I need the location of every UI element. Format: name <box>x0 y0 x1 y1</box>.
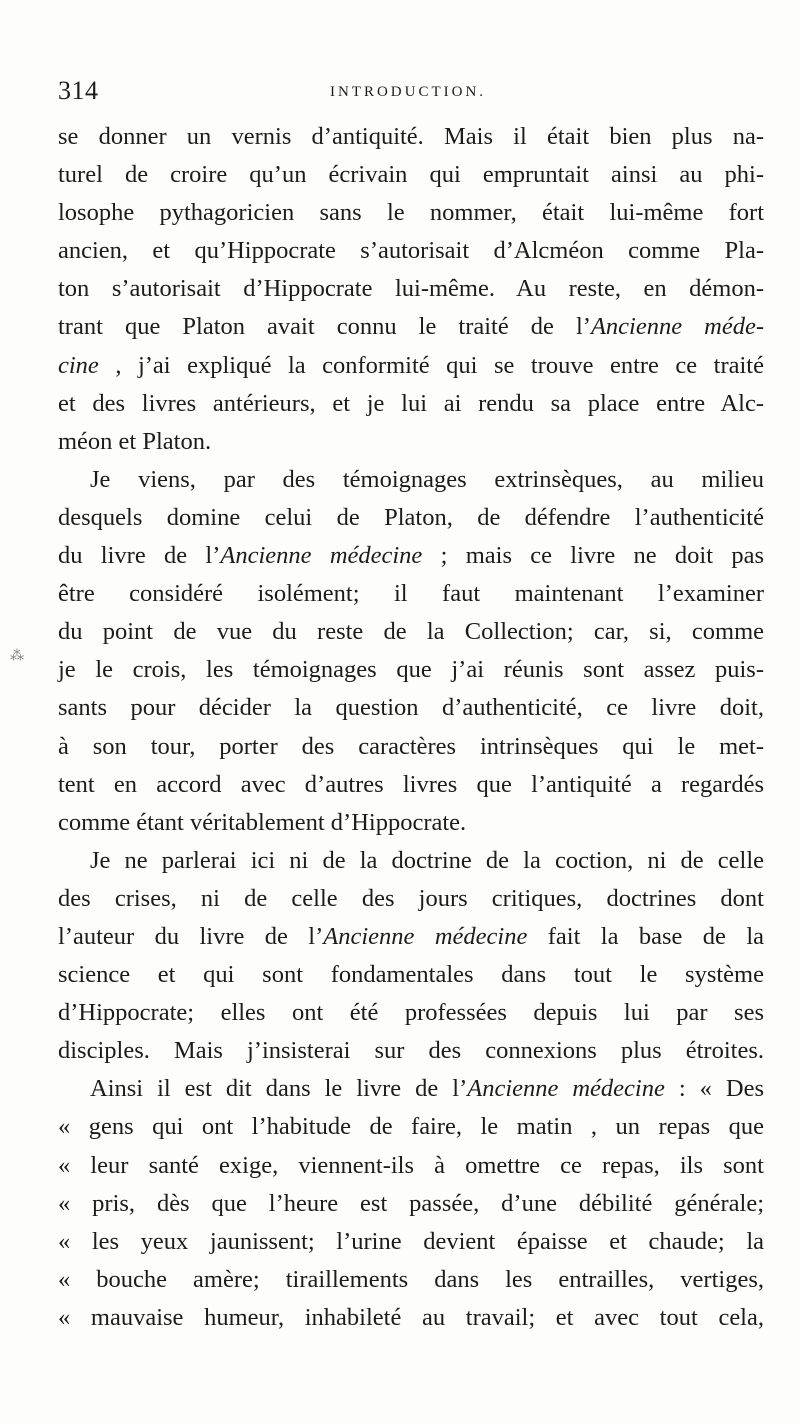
text-line <box>58 537 764 575</box>
text-line: losophe pythagoricien sans le nommer, était lui-même fort <box>58 199 764 227</box>
text-segment: l’auteur du livre de l’ <box>58 922 324 950</box>
text-line <box>58 308 764 346</box>
text-segment: : « Des <box>664 1075 764 1103</box>
text-line: ancien, et qu’Hippocrate s’autorisait d’Alcméon comme Pla- <box>58 237 764 265</box>
text-line: tent en accord avec d’autres livres que l’antiquité a regardés <box>58 770 764 798</box>
page-number: 314 <box>58 76 99 105</box>
text-line: d’Hippocrate; elles ont été professées depuis lui par ses <box>58 999 764 1027</box>
body-text <box>58 118 764 1337</box>
text-segment: trant que Platon avait connu le traité de l’ <box>58 313 591 341</box>
text-segment: du livre de l’ <box>58 542 221 570</box>
italic-title: Ancienne médecine <box>467 1075 665 1103</box>
text-segment: fait la base de la <box>527 922 764 950</box>
text-line <box>58 1070 764 1108</box>
page-header <box>58 76 758 116</box>
text-line: se donner un vernis d’antiquité. Mais il était bien plus na- <box>58 123 764 150</box>
text-line: à son tour, porter des caractères intrinsèques qui le met- <box>58 732 764 760</box>
text-line: Je ne parlerai ici ni de la doctrine de la coction, ni de celle <box>90 846 764 874</box>
text-segment: , j’ai expliqué la conformité qui se trouve entre ce traité <box>98 351 764 379</box>
italic-title: cine <box>58 351 99 379</box>
text-line: je le crois, les témoignages que j’ai réunis sont assez puis- <box>58 656 764 684</box>
text-line <box>58 347 764 385</box>
text-line: desquels domine celui de Platon, de défendre l’authenticité <box>58 503 764 531</box>
text-line: du point de vue du reste de la Collection; car, si, comme <box>58 618 764 646</box>
text-line: « les yeux jaunissent; l’urine devient épaisse et chaude; la <box>58 1227 764 1255</box>
text-line: et des livres antérieurs, et je lui ai rendu sa place entre Alc- <box>58 389 764 417</box>
text-line: « bouche amère; tiraillements dans les entrailles, vertiges, <box>58 1265 764 1293</box>
italic-title: Ancienne médecine <box>323 922 528 950</box>
text-line: sants pour décider la question d’authenticité, ce livre doit, <box>58 694 764 722</box>
text-line: Je viens, par des témoignages extrinsèques, au milieu <box>90 465 764 493</box>
text-line: ton s’autorisait d’Hippocrate lui-même. Au reste, en démon- <box>58 275 764 303</box>
text-segment: Ainsi il est dit dans le livre de l’ <box>90 1075 468 1103</box>
text-segment: ; mais ce livre ne doit pas <box>422 542 764 570</box>
italic-title: Ancienne médecine <box>220 542 423 570</box>
text-line: science et qui sont fondamentales dans tout le système <box>58 961 764 989</box>
text-line: être considéré isolément; il faut maintenant l’examiner <box>58 580 764 608</box>
text-line: « leur santé exige, viennent-ils à omettre ce repas, ils sont <box>58 1151 764 1179</box>
text-line: disciples. Mais j’insisterai sur des connexions plus étroites. <box>58 1037 764 1065</box>
text-line <box>58 918 764 956</box>
text-line: « gens qui ont l’habitude de faire, le matin , un repas que <box>58 1113 764 1141</box>
italic-title: Ancienne méde- <box>590 313 764 341</box>
text-line: « mauvaise humeur, inhabileté au travail; et avec tout cela, <box>58 1303 764 1331</box>
running-head: INTRODUCTION. <box>329 84 487 100</box>
margin-mark-icon: ⁂ <box>10 648 24 664</box>
text-line: des crises, ni de celle des jours critiques, doctrines dont <box>58 884 764 912</box>
text-line: « pris, dès que l’heure est passée, d’une débilité générale; <box>58 1189 764 1217</box>
text-line: comme étant véritablement d’Hippocrate. <box>58 808 467 836</box>
text-line: méon et Platon. <box>58 427 212 455</box>
text-line: turel de croire qu’un écrivain qui empruntait ainsi au phi- <box>58 161 764 189</box>
